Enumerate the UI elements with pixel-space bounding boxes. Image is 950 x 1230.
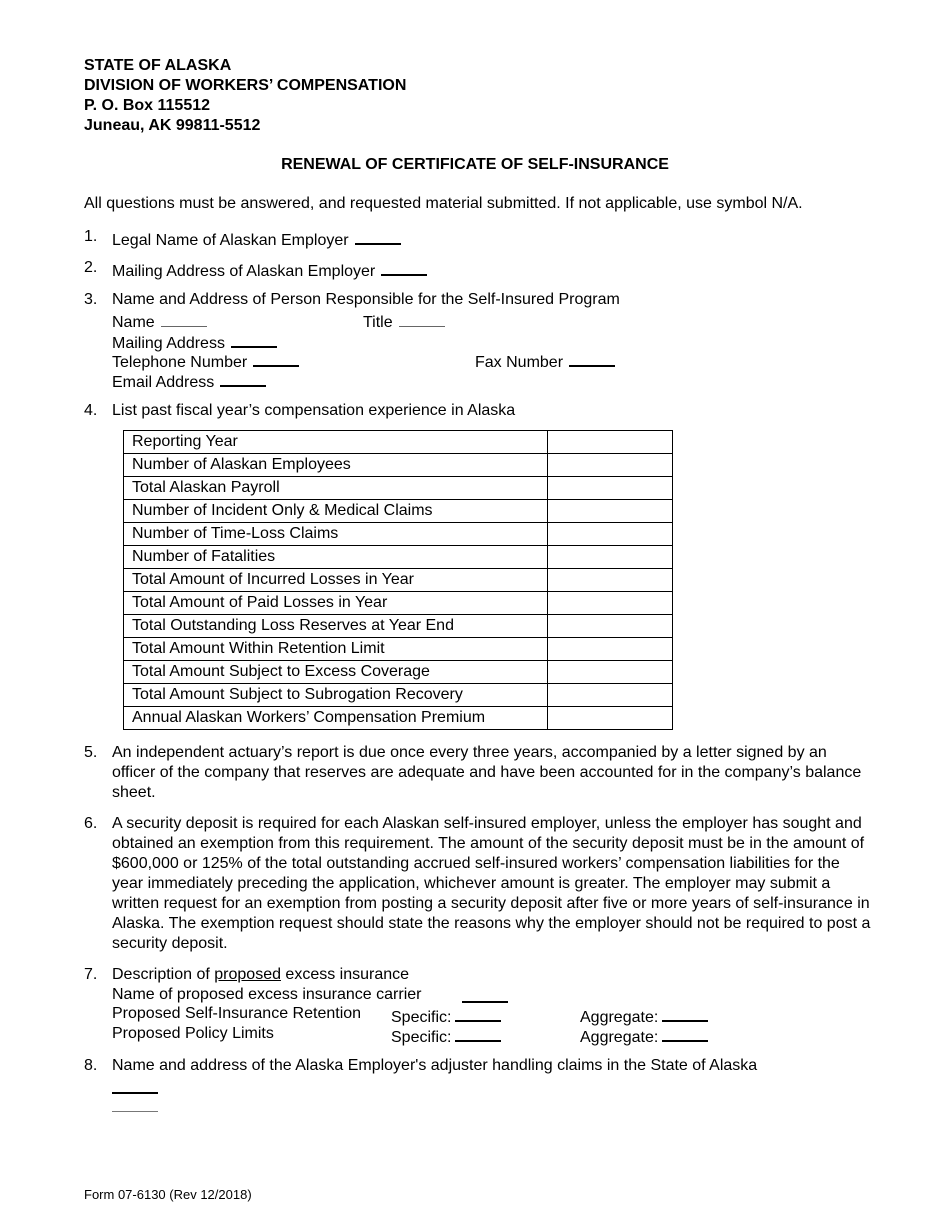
legal-name-field[interactable] [355, 227, 401, 245]
mailing-address-field[interactable] [381, 258, 427, 276]
carrier-field[interactable] [462, 985, 508, 1003]
q3-email-label: Email Address [112, 374, 215, 391]
q7-desc-a: Description of [112, 966, 215, 983]
row-value-field[interactable] [548, 707, 673, 730]
agency-name: STATE OF ALASKA [84, 57, 232, 74]
q5-text: An independent actuary’s report is due once every three years, accompanied by a letter signed by an officer of the company that reserves are adequate and have been accounted for in the company’s balance sheet. [112, 744, 862, 801]
row-label: Total Amount Within Retention Limit [124, 638, 548, 661]
row-label: Number of Incident Only & Medical Claims [124, 500, 548, 523]
q1-number: 1. [84, 228, 98, 245]
table-row [124, 638, 673, 661]
q1-row [112, 227, 401, 251]
q3-fax-row [475, 349, 615, 373]
limits-specific-label: Specific: [391, 1029, 452, 1046]
limits-specific-row [391, 1024, 501, 1048]
q6-text: A security deposit is required for each Alaskan self-insured employer, unless the employer has sought and obtained an exemption from this requirement. The amount of the security deposit must be in the amount of $600,000 or 125% of the total outstanding accrued self-insured workers’ compensation liabilities for the year immediately preceding the application, whichever amount is greater. The employer may submit a written request for an exemption from posting a security deposit after five or more years of self-insurance in Alaska. The exemption request should state the reasons why the employer should not be required to post a security deposit. [112, 815, 871, 952]
row-value-field[interactable] [548, 431, 673, 454]
q2-row [112, 258, 427, 282]
contact-fax-field[interactable] [569, 349, 615, 367]
limits-aggregate-field[interactable] [662, 1024, 708, 1042]
q3-number: 3. [84, 291, 98, 308]
q2-label: Mailing Address of Alaskan Employer [112, 263, 376, 280]
row-value-field[interactable] [548, 454, 673, 477]
table-row [124, 661, 673, 684]
row-value-field[interactable] [548, 684, 673, 707]
form-number: Form 07-6130 (Rev 12/2018) [84, 1187, 252, 1202]
q2-number: 2. [84, 259, 98, 276]
q7-limits-label: Proposed Policy Limits [112, 1025, 274, 1042]
row-value-field[interactable] [548, 569, 673, 592]
q3-label: Name and Address of Person Responsible for the Self-Insured Program [112, 291, 620, 308]
retention-aggregate-field[interactable] [662, 1004, 708, 1022]
row-value-field[interactable] [548, 661, 673, 684]
limits-specific-field[interactable] [455, 1024, 501, 1042]
row-value-field[interactable] [548, 638, 673, 661]
retention-aggregate-label: Aggregate: [580, 1009, 659, 1026]
q7-desc-underlined: proposed [214, 966, 281, 983]
agency-city: Juneau, AK 99811-5512 [84, 117, 261, 134]
q3-fax-label: Fax Number [475, 354, 564, 371]
row-label: Total Amount of Incurred Losses in Year [124, 569, 548, 592]
q5-number: 5. [84, 744, 98, 761]
q7-label [112, 965, 409, 985]
contact-mailing-field[interactable] [231, 330, 277, 348]
retention-specific-label: Specific: [391, 1009, 452, 1026]
q7-desc-b: excess insurance [280, 966, 410, 983]
q4-number: 4. [84, 402, 98, 419]
table-row [124, 684, 673, 707]
experience-table [123, 430, 673, 730]
contact-phone-field[interactable] [253, 349, 299, 367]
adjuster-name-field[interactable] [112, 1076, 158, 1094]
row-label: Number of Time-Loss Claims [124, 523, 548, 546]
table-row [124, 477, 673, 500]
table-row [124, 500, 673, 523]
contact-name-field[interactable] [161, 310, 207, 327]
agency-po-box: P. O. Box 115512 [84, 97, 211, 114]
row-label: Total Outstanding Loss Reserves at Year End [124, 615, 548, 638]
q8-label: Name and address of the Alaska Employer's adjuster handling claims in the State of Alaska [112, 1057, 758, 1074]
row-label: Total Amount Subject to Subrogation Recovery [124, 684, 548, 707]
limits-aggregate-label: Aggregate: [580, 1029, 659, 1046]
agency-division: DIVISION OF WORKERS’ COMPENSATION [84, 77, 407, 94]
q3-phone-label: Telephone Number [112, 354, 248, 371]
q3-name-label: Name [112, 314, 155, 331]
q7-number: 7. [84, 966, 98, 983]
row-value-field[interactable] [548, 500, 673, 523]
table-row [124, 454, 673, 477]
row-label: Total Amount Subject to Excess Coverage [124, 661, 548, 684]
row-value-field[interactable] [548, 592, 673, 615]
row-label: Annual Alaskan Workers’ Compensation Premium [124, 707, 548, 730]
row-label: Reporting Year [124, 431, 548, 454]
q3-title-label: Title [363, 314, 393, 331]
q8-number: 8. [84, 1057, 98, 1074]
row-value-field[interactable] [548, 523, 673, 546]
q3-mailing-label: Mailing Address [112, 335, 225, 352]
q4-label: List past fiscal year’s compensation experience in Alaska [112, 402, 516, 419]
q6-number: 6. [84, 815, 98, 832]
q3-title-row [363, 310, 445, 333]
q1-label: Legal Name of Alaskan Employer [112, 232, 349, 249]
table-row [124, 615, 673, 638]
table-row [124, 707, 673, 730]
row-value-field[interactable] [548, 477, 673, 500]
retention-specific-field[interactable] [455, 1004, 501, 1022]
row-label: Number of Fatalities [124, 546, 548, 569]
row-label: Total Alaskan Payroll [124, 477, 548, 500]
row-label: Total Amount of Paid Losses in Year [124, 592, 548, 615]
q7-retention-label: Proposed Self-Insurance Retention [112, 1005, 362, 1022]
table-row [124, 569, 673, 592]
intro-text: All questions must be answered, and requested material submitted. If not applicable, use symbol N/A. [84, 195, 803, 212]
contact-title-field[interactable] [399, 310, 445, 327]
table-row [124, 592, 673, 615]
row-label: Number of Alaskan Employees [124, 454, 548, 477]
table-row [124, 546, 673, 569]
table-row [124, 523, 673, 546]
table-row [124, 431, 673, 454]
adjuster-address-field[interactable] [112, 1096, 158, 1112]
q3-email-row [112, 369, 266, 393]
limits-aggregate-row [580, 1024, 708, 1048]
contact-email-field[interactable] [220, 369, 266, 387]
row-value-field[interactable] [548, 615, 673, 638]
row-value-field[interactable] [548, 546, 673, 569]
q7-carrier-label: Name of proposed excess insurance carrier [112, 986, 422, 1003]
page-title: RENEWAL OF CERTIFICATE OF SELF-INSURANCE [281, 156, 669, 173]
